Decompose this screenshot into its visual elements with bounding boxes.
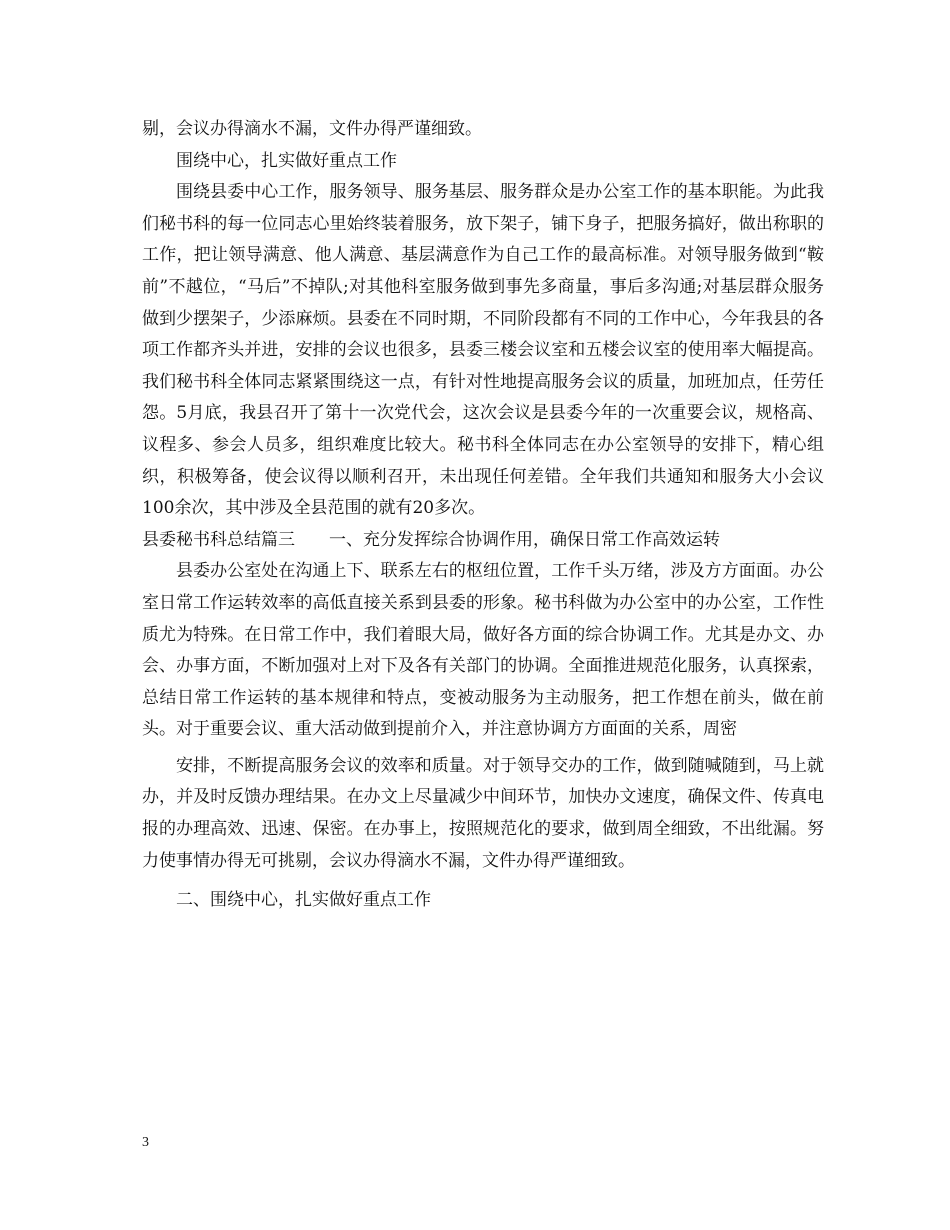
paragraph: 县委办公室处在沟通上下、联系左右的枢纽位置，工作千头万绪，涉及方方面面。办公室日常工作运转效率的高低直接关系到县委的形象。秘书科做为办公室中的办公室，工作性质尤为特殊。在日常工作中，我们着眼大局，做好各方面的综合协调工作。尤其是办文、办会、办事方面，不断加强对上对下及各有关部门的协调。全面推进规范化服务，认真探索，总结日常工作运转的基本规律和特点，变被动服务为主动服务，把工作想在前头，做在前头。对于重要会议、重大活动做到提前介入，并注意协调方方面面的关系，周密 [142,561,824,740]
document-body [142,114,824,917]
article-title-line: 县委秘书科总结篇三 一、充分发挥综合协调作用，确保日常工作高效运转 [142,529,720,550]
paragraph: 围绕县委中心工作，服务领导、服务基层、服务群众是办公室工作的基本职能。为此我们秘书科的每一位同志心里始终装着服务，放下架子，铺下身子，把服务搞好，做出称职的工作，把让领导满意、他人满意、基层满意作为自己工作的最高标准。对领导服务做到“鞍前”不越位，“马后”不掉队;对其他科室服务做到事先多商量，事后多沟通;对基层群众服务做到少摆架子，少添麻烦。县委在不同时期，不同阶段都有不同的工作中心，今年我县的各项工作都齐头并进，安排的会议也很多，县委三楼会议室和五楼会议室的使用率大幅提高。我们秘书科全体同志紧紧围绕这一点，有针对性地提高服务会议的质量，加班加点，任劳任怨。5月底，我县召开了第十一次党代会，这次会议是县委今年的一次重要会议，规格高、议程多、参会人员多，组织难度比较大。秘书科全体同志在办公室领导的安排下，精心组织，积极筹备，使会议得以顺利召开，未出现任何差错。全年我们共通知和服务大小会议100余次，其中涉及全县范围的就有20多次。 [142,182,824,519]
paragraph-continuation: 剔，会议办得滴水不漏，文件办得严谨细致。 [142,119,482,139]
section-heading: 围绕中心，扎实做好重点工作 [176,150,397,171]
paragraph: 安排，不断提高服务会议的效率和质量。对于领导交办的工作，做到随喊随到，马上就办，并及时反馈办理结果。在办文上尽量减少中间环节，加快办文速度，确保文件、传真电报的办理高效、迅速、保密。在办事上，按照规范化的要求，做到周全细致，不出纰漏。努力使事情办得无可挑剔，会议办得滴水不漏，文件办得严谨细致。 [142,755,824,871]
section-heading: 二、围绕中心，扎实做好重点工作 [176,890,431,911]
page-number: 3 [142,1135,149,1150]
